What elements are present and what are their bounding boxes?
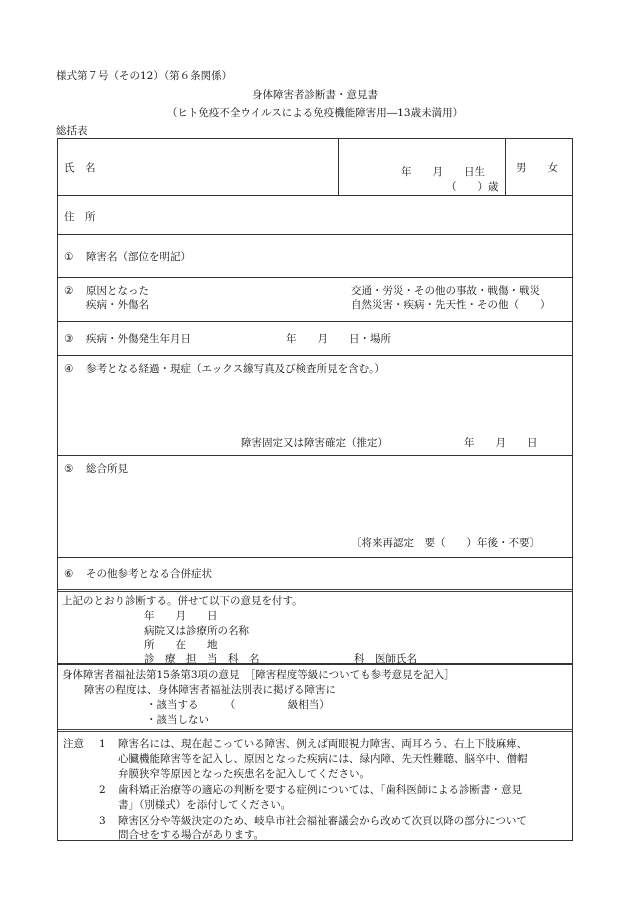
hospital-name-label: 病院又は診療所の名称 [144,625,249,637]
opinion-title: 身体障害者福祉法第15条第3項の意見 ［障害程度等級についても参考意見を記入］ [62,669,455,681]
item1-row [58,235,572,278]
item4-row [58,356,572,456]
notes-section [58,732,572,840]
address-row [58,196,572,235]
item3-label: 疾病・外傷発生年月日 [86,333,191,345]
sex-label: 男 女 [516,162,558,174]
item3-date: 年 月 日・場所 [286,333,391,345]
item2-num: ② [64,285,74,297]
item2-options-1: 交通・労災・その他の事故・戦傷・戦災 [351,285,540,297]
department-label: 診 療 担 当 科 名 [144,653,260,665]
item2-options-2: 自然災害・疾病・先天性・その他（ ） [351,299,551,311]
diagnosis-date: 年 月 日 [144,610,218,622]
item6-label: その他参考となる合併症状 [86,568,212,580]
name-label: 氏 名 [64,162,96,174]
item5-label: 総合所見 [86,463,128,475]
item1-label: 障害名（部位を明記） [86,251,191,263]
item3-num: ③ [64,333,74,345]
item4-label: 参考となる経過・現症（エックス線写真及び検査所見を含む。） [86,363,385,375]
form-number: 様式第７号（その12）（第６条関係） [56,70,233,82]
note2-line1: 歯科矯正治療等の適応の判断を要する症例については、「歯科医師による診断書・意見 [118,784,523,796]
item4-num: ④ [64,363,74,375]
address-label: 住 所 [64,211,96,223]
note3-line2: 問合せをする場合があります。 [118,829,265,841]
name-divider [338,139,339,195]
note1-num: 1 [99,738,106,750]
age-label: （ ）歳 [446,181,499,193]
hospital-address-label: 所 在 地 [144,639,218,651]
item5-recert: 〔将来再認定 要（ ）年後・不要〕 [351,537,540,549]
note1-line1: 障害名には、現在起こっている障害、例えば両眼視力障害、両耳ろう、右上下肢麻痺、 [118,738,528,750]
item5-row [58,456,572,558]
item1-num: ① [64,251,74,263]
document-title: 身体障害者診断書・意見書 [252,89,378,101]
item2-label-2: 疾病・外傷名 [86,299,149,311]
name-row [58,139,572,196]
item6-num: ⑥ [64,568,74,580]
document-subtitle: （ヒト免疫不全ウイルスによる免疫機能障害用―13歳未満用） [166,107,464,119]
item5-num: ⑤ [64,463,74,475]
note3-num: 3 [99,815,106,827]
summary-label: 総括表 [56,125,88,137]
diagnosis-statement: 上記のとおり診断する。併せて以下の意見を付す。 [62,595,303,607]
doctor-name-label: 科 医師氏名 [354,653,417,665]
note1-line2: 心臓機能障害等を記入し、原因となった疾病には、緑内障、先天性難聴、脳卒中、僧帽 [118,753,528,765]
note2-num: 2 [99,784,106,796]
sex-divider [505,139,506,195]
notes-head: 注意 [63,738,84,750]
dob-label: 年 月 日生 [401,166,485,178]
item4-fixed-date: 年 月 日 [464,437,538,449]
opinion-section [58,665,572,732]
item4-fixed-label: 障害固定又は障害確定（推定） [241,437,388,449]
item6-row [58,558,572,592]
opinion-line: 障害の程度は、身体障害者福祉法別表に掲げる障害に [84,684,336,696]
item2-label-1: 原因となった [86,285,149,297]
note3-line1: 障害区分や等級決定のため、岐阜市社会福祉審議会から改めて次頁以降の部分について [118,815,527,827]
item3-row [58,322,572,356]
item2-row [58,278,572,322]
opinion-option-not-applies: ・該当しない [146,714,209,726]
note1-line3: 弁膜狭窄等原因となった疾患名を記入してください。 [118,768,370,780]
opinion-option-applies: ・該当する （ 級相当） [146,699,330,711]
diagnosis-section [58,592,572,665]
form-frame [57,138,573,841]
note2-line2: 書」（別様式）を添付してください。 [118,799,292,811]
